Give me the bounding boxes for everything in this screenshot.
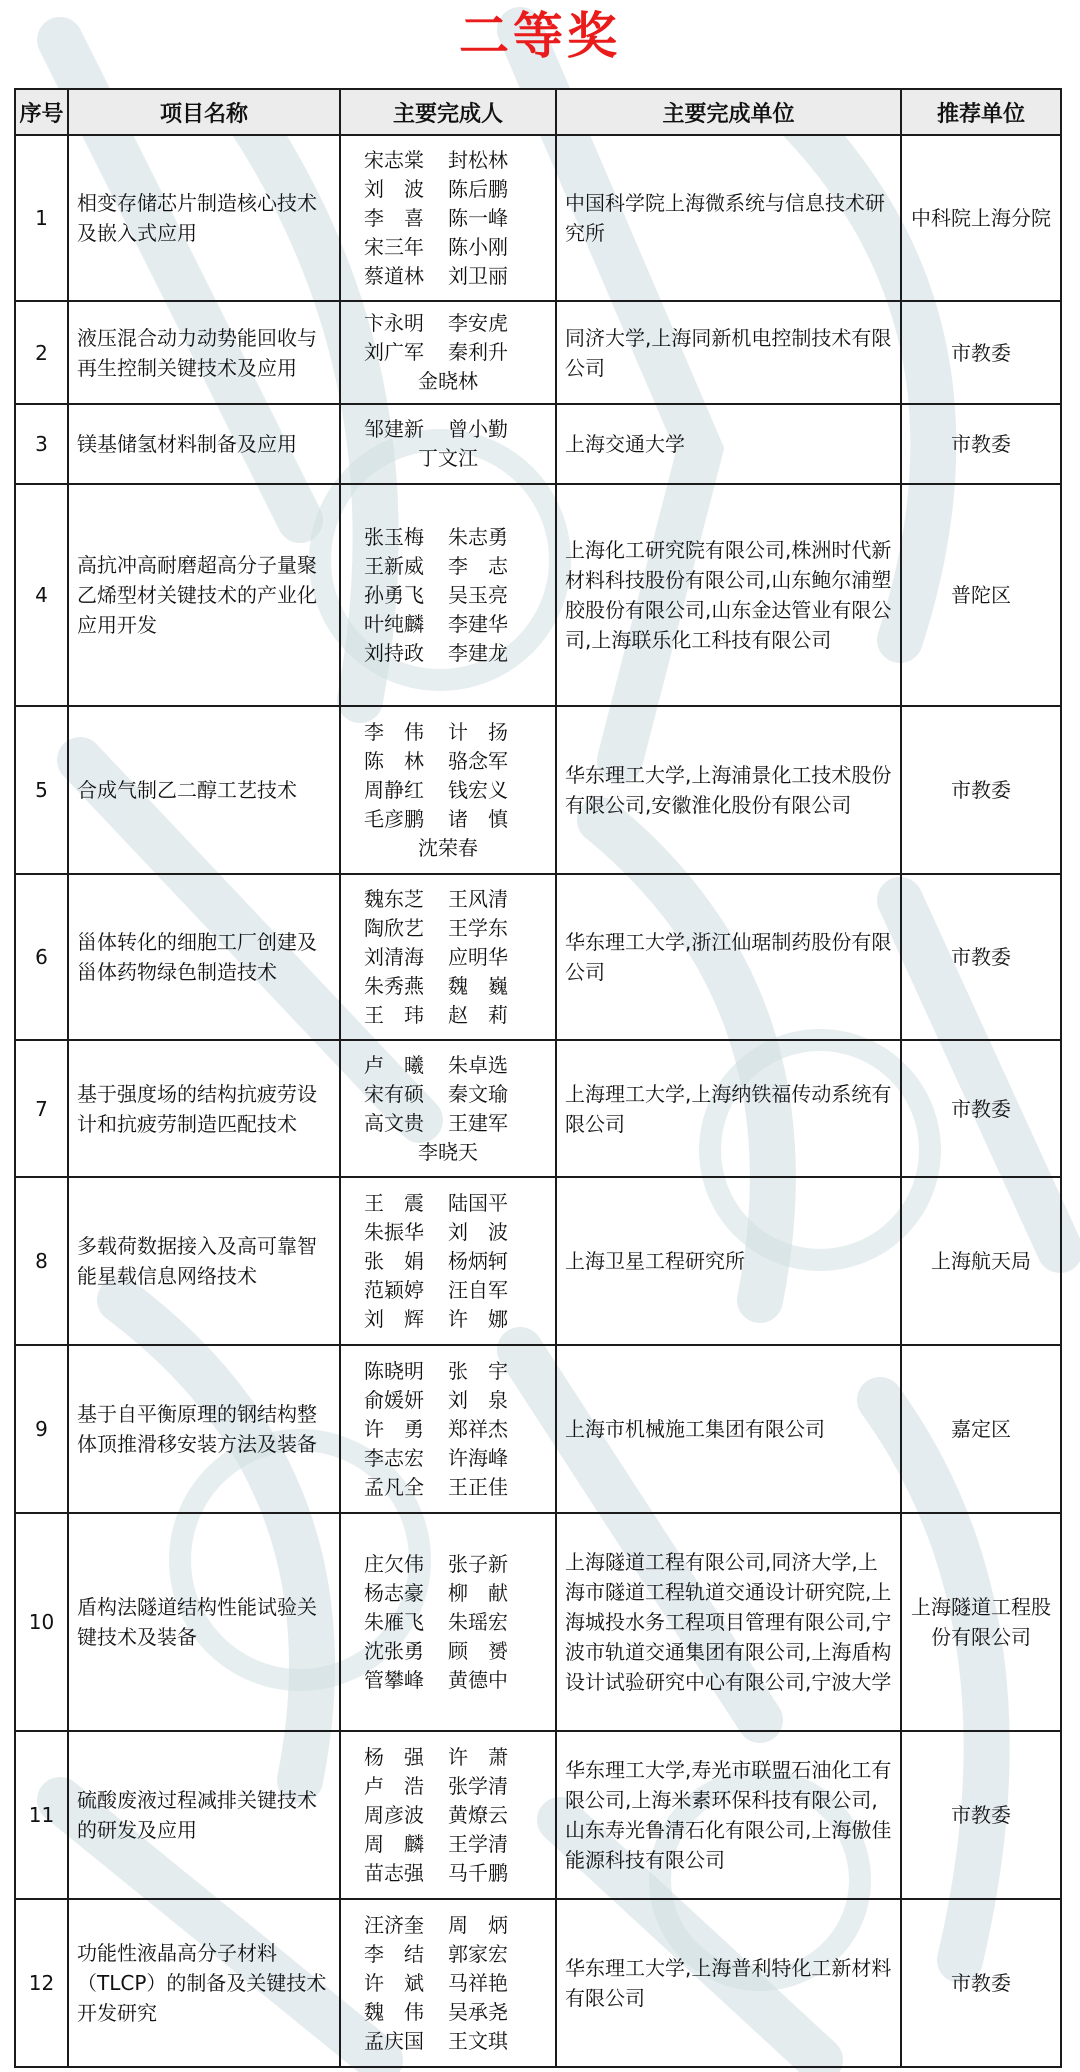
person-name: 吴玉亮 xyxy=(448,582,508,607)
people-line xyxy=(364,718,532,747)
people-line xyxy=(364,834,532,863)
table-row xyxy=(15,1345,1061,1513)
header-main-people: 主要完成人 xyxy=(340,89,556,135)
person-name: 张 宇 xyxy=(448,1358,508,1383)
person-name: 周彦波 xyxy=(364,1802,424,1827)
table-row xyxy=(15,1731,1061,1899)
person-name: 刘 泉 xyxy=(448,1387,508,1412)
person-name: 杨炳轲 xyxy=(448,1248,508,1273)
person-name: 陶欣艺 xyxy=(364,915,424,940)
row-recommender: 市教委 xyxy=(901,1899,1061,2067)
person-name: 张学清 xyxy=(448,1773,508,1798)
person-name: 柳 献 xyxy=(448,1580,508,1605)
row-recommender: 嘉定区 xyxy=(901,1345,1061,1513)
people-line xyxy=(364,747,532,776)
people-line xyxy=(364,610,532,639)
person-name: 李建华 xyxy=(448,611,508,636)
person-name: 许 斌 xyxy=(364,1970,424,1995)
row-recommender: 市教委 xyxy=(901,404,1061,484)
person-name: 王新威 xyxy=(364,553,424,578)
people-line xyxy=(364,885,532,914)
person-name: 陈晓明 xyxy=(364,1358,424,1383)
row-main-units: 上海理工大学,上海纳铁福传动系统有限公司 xyxy=(556,1040,901,1177)
table-row xyxy=(15,874,1061,1040)
person-name: 朱志勇 xyxy=(448,524,508,549)
people-line xyxy=(364,1109,532,1138)
row-recommender: 上海航天局 xyxy=(901,1177,1061,1345)
row-main-people xyxy=(340,1899,556,2067)
person-name: 王风清 xyxy=(448,886,508,911)
row-serial: 3 xyxy=(15,404,68,484)
person-name: 王文琪 xyxy=(448,2028,508,2053)
people-line xyxy=(364,1969,532,1998)
people-line xyxy=(364,1859,532,1888)
people-line xyxy=(364,204,532,233)
person-name: 周 炳 xyxy=(448,1912,508,1937)
person-name: 王建军 xyxy=(448,1110,508,1135)
person-name: 许 萧 xyxy=(448,1744,508,1769)
person-name: 周 麟 xyxy=(364,1831,424,1856)
people-line xyxy=(364,972,532,1001)
row-project-name: 甾体转化的细胞工厂创建及甾体药物绿色制造技术 xyxy=(68,874,340,1040)
person-name: 管攀峰 xyxy=(364,1667,424,1692)
row-main-people xyxy=(340,484,556,706)
person-name: 宋三年 xyxy=(364,234,424,259)
people-line xyxy=(364,776,532,805)
person-name: 许 勇 xyxy=(364,1416,424,1441)
person-name: 陈 林 xyxy=(364,748,424,773)
person-name: 汪济奎 xyxy=(364,1912,424,1937)
person-name: 李建龙 xyxy=(448,640,508,665)
table-row xyxy=(15,1040,1061,1177)
person-name: 王学清 xyxy=(448,1831,508,1856)
person-name: 宋志棠 xyxy=(364,147,424,172)
person-name: 诸 慎 xyxy=(448,806,508,831)
person-name: 李志宏 xyxy=(364,1445,424,1470)
people-line xyxy=(364,1940,532,1969)
person-name: 钱宏义 xyxy=(448,777,508,802)
people-line xyxy=(364,1247,532,1276)
table-row xyxy=(15,706,1061,874)
person-name: 秦利升 xyxy=(448,340,508,364)
person-name: 王学东 xyxy=(448,915,508,940)
row-serial: 1 xyxy=(15,135,68,301)
row-main-units: 华东理工大学,上海普利特化工新材料有限公司 xyxy=(556,1899,901,2067)
person-name: 苗志强 xyxy=(364,1860,424,1885)
people-line xyxy=(364,1637,532,1666)
people-line xyxy=(364,444,532,473)
row-project-name: 多载荷数据接入及高可靠智能星载信息网络技术 xyxy=(68,1177,340,1345)
table-row xyxy=(15,1899,1061,2067)
person-name: 孟凡全 xyxy=(364,1474,424,1499)
person-name: 吴承尧 xyxy=(448,1999,508,2024)
person-name: 孙勇飞 xyxy=(364,582,424,607)
row-serial: 2 xyxy=(15,301,68,404)
header-project-name: 项目名称 xyxy=(68,89,340,135)
table-row xyxy=(15,484,1061,706)
row-project-name: 硫酸废液过程减排关键技术的研发及应用 xyxy=(68,1731,340,1899)
header-main-units: 主要完成单位 xyxy=(556,89,901,135)
people-line xyxy=(364,1772,532,1801)
people-line xyxy=(364,1386,532,1415)
person-name: 张子新 xyxy=(448,1551,508,1576)
person-name: 刘 辉 xyxy=(364,1306,424,1331)
header-recommender: 推荐单位 xyxy=(901,89,1061,135)
person-name: 李 伟 xyxy=(364,719,424,744)
row-main-people xyxy=(340,1040,556,1177)
person-name: 张 娟 xyxy=(364,1248,424,1273)
people-line xyxy=(364,146,532,175)
person-name: 骆念军 xyxy=(448,748,508,773)
person-name: 李 喜 xyxy=(364,205,424,230)
person-name: 刘广军 xyxy=(364,340,424,364)
row-main-people xyxy=(340,706,556,874)
row-main-people xyxy=(340,1513,556,1731)
row-serial: 11 xyxy=(15,1731,68,1899)
row-project-name: 高抗冲高耐磨超高分子量聚乙烯型材关键技术的产业化应用开发 xyxy=(68,484,340,706)
header-serial: 序号 xyxy=(15,89,68,135)
person-name: 朱振华 xyxy=(364,1219,424,1244)
person-name: 陆国平 xyxy=(448,1190,508,1215)
person-name: 刘持政 xyxy=(364,640,424,665)
people-line xyxy=(364,581,532,610)
award-table xyxy=(14,88,1062,2068)
person-name: 李安虎 xyxy=(448,311,508,335)
people-line xyxy=(364,1305,532,1334)
person-name: 计 扬 xyxy=(448,719,508,744)
row-serial: 6 xyxy=(15,874,68,1040)
person-name: 李晓天 xyxy=(418,1139,478,1164)
person-name: 张玉梅 xyxy=(364,524,424,549)
row-recommender: 中科院上海分院 xyxy=(901,135,1061,301)
person-name: 曾小勤 xyxy=(448,417,508,441)
person-name: 朱雁飞 xyxy=(364,1609,424,1634)
row-main-people xyxy=(340,1345,556,1513)
person-name: 朱瑶宏 xyxy=(448,1609,508,1634)
people-line xyxy=(364,552,532,581)
person-name: 魏东芝 xyxy=(364,886,424,911)
people-line xyxy=(364,1666,532,1695)
row-main-units: 华东理工大学,寿光市联盟石油化工有限公司,上海米素环保科技有限公司,山东寿光鲁清石化有限公司,上海傲佳能源科技有限公司 xyxy=(556,1731,901,1899)
people-line xyxy=(364,262,532,291)
row-serial: 8 xyxy=(15,1177,68,1345)
person-name: 刘 波 xyxy=(448,1219,508,1244)
person-name: 邹建新 xyxy=(364,417,424,441)
row-main-people xyxy=(340,404,556,484)
person-name: 沈荣春 xyxy=(418,835,478,860)
people-line xyxy=(364,1801,532,1830)
row-serial: 10 xyxy=(15,1513,68,1731)
table-row xyxy=(15,135,1061,301)
person-name: 丁文江 xyxy=(418,446,478,470)
person-name: 俞媛妍 xyxy=(364,1387,424,1412)
person-name: 赵 莉 xyxy=(448,1002,508,1027)
row-project-name: 功能性液晶高分子材料（TLCP）的制备及关键技术开发研究 xyxy=(68,1899,340,2067)
people-line xyxy=(364,523,532,552)
row-serial: 4 xyxy=(15,484,68,706)
people-line xyxy=(364,1579,532,1608)
person-name: 范颖婷 xyxy=(364,1277,424,1302)
person-name: 应明华 xyxy=(448,944,508,969)
table-body xyxy=(15,135,1061,2067)
people-line xyxy=(364,175,532,204)
table-row xyxy=(15,1177,1061,1345)
person-name: 金晓林 xyxy=(418,369,478,393)
people-line xyxy=(364,1743,532,1772)
person-name: 秦文瑜 xyxy=(448,1081,508,1106)
people-line xyxy=(364,2027,532,2056)
people-line xyxy=(364,914,532,943)
people-line xyxy=(364,1444,532,1473)
people-line xyxy=(364,1138,532,1167)
person-name: 毛彦鹏 xyxy=(364,806,424,831)
row-recommender: 市教委 xyxy=(901,301,1061,404)
people-line xyxy=(364,1998,532,2027)
row-main-people xyxy=(340,874,556,1040)
row-project-name: 基于自平衡原理的钢结构整体顶推滑移安装方法及装备 xyxy=(68,1345,340,1513)
row-serial: 9 xyxy=(15,1345,68,1513)
table-row xyxy=(15,301,1061,404)
person-name: 魏 伟 xyxy=(364,1999,424,2024)
person-name: 黄燎云 xyxy=(448,1802,508,1827)
person-name: 李 志 xyxy=(448,553,508,578)
person-name: 顾 赟 xyxy=(448,1638,508,1663)
person-name: 蔡道林 xyxy=(364,263,424,288)
people-line xyxy=(364,1080,532,1109)
people-line xyxy=(364,805,532,834)
people-line xyxy=(364,1218,532,1247)
person-name: 刘卫丽 xyxy=(448,263,508,288)
row-recommender: 市教委 xyxy=(901,874,1061,1040)
person-name: 李 结 xyxy=(364,1941,424,1966)
people-line xyxy=(364,1608,532,1637)
row-main-units: 中国科学院上海微系统与信息技术研究所 xyxy=(556,135,901,301)
person-name: 朱秀燕 xyxy=(364,973,424,998)
person-name: 宋有硕 xyxy=(364,1081,424,1106)
row-recommender: 市教委 xyxy=(901,706,1061,874)
person-name: 陈一峰 xyxy=(448,205,508,230)
person-name: 卢 曦 xyxy=(364,1052,424,1077)
person-name: 卢 浩 xyxy=(364,1773,424,1798)
person-name: 封松林 xyxy=(448,147,508,172)
row-main-units: 华东理工大学,上海浦景化工技术股份有限公司,安徽淮化股份有限公司 xyxy=(556,706,901,874)
row-main-people xyxy=(340,135,556,301)
person-name: 杨 强 xyxy=(364,1744,424,1769)
people-line xyxy=(364,309,532,338)
person-name: 陈小刚 xyxy=(448,234,508,259)
person-name: 黄德中 xyxy=(448,1667,508,1692)
person-name: 许 娜 xyxy=(448,1306,508,1331)
row-serial: 5 xyxy=(15,706,68,874)
people-line xyxy=(364,1051,532,1080)
table-row xyxy=(15,404,1061,484)
row-main-people xyxy=(340,1731,556,1899)
row-project-name: 液压混合动力动势能回收与再生控制关键技术及应用 xyxy=(68,301,340,404)
row-project-name: 基于强度场的结构抗疲劳设计和抗疲劳制造匹配技术 xyxy=(68,1040,340,1177)
people-line xyxy=(364,943,532,972)
people-line xyxy=(364,1911,532,1940)
row-main-units: 上海隧道工程有限公司,同济大学,上海市隧道工程轨道交通设计研究院,上海城投水务工程项目管理有限公司,宁波市轨道交通集团有限公司,上海盾构设计试验研究中心有限公司,宁波大学 xyxy=(556,1513,901,1731)
row-project-name: 盾构法隧道结构性能试验关键技术及装备 xyxy=(68,1513,340,1731)
table-row xyxy=(15,1513,1061,1731)
row-recommender: 市教委 xyxy=(901,1731,1061,1899)
person-name: 卞永明 xyxy=(364,311,424,335)
table-header-row xyxy=(15,89,1061,135)
person-name: 魏 巍 xyxy=(448,973,508,998)
row-recommender: 上海隧道工程股份有限公司 xyxy=(901,1513,1061,1731)
person-name: 孟庆国 xyxy=(364,2028,424,2053)
person-name: 陈后鹏 xyxy=(448,176,508,201)
row-main-units: 上海卫星工程研究所 xyxy=(556,1177,901,1345)
person-name: 王正佳 xyxy=(448,1474,508,1499)
row-main-units: 同济大学,上海同新机电控制技术有限公司 xyxy=(556,301,901,404)
people-line xyxy=(364,1473,532,1502)
people-line xyxy=(364,1001,532,1030)
person-name: 杨志豪 xyxy=(364,1580,424,1605)
people-line xyxy=(364,1276,532,1305)
people-line xyxy=(364,639,532,668)
person-name: 汪自军 xyxy=(448,1277,508,1302)
person-name: 周静红 xyxy=(364,777,424,802)
person-name: 王 震 xyxy=(364,1190,424,1215)
person-name: 许海峰 xyxy=(448,1445,508,1470)
person-name: 马千鹏 xyxy=(448,1860,508,1885)
row-main-people xyxy=(340,1177,556,1345)
person-name: 高文贵 xyxy=(364,1110,424,1135)
row-recommender: 普陀区 xyxy=(901,484,1061,706)
people-line xyxy=(364,415,532,444)
page-title: 二等奖 xyxy=(459,7,621,65)
row-main-units: 上海化工研究院有限公司,株洲时代新材料科技股份有限公司,山东鲍尔浦塑胶股份有限公司,山东金达管业有限公司,上海联乐化工科技有限公司 xyxy=(556,484,901,706)
person-name: 马祥艳 xyxy=(448,1970,508,1995)
person-name: 刘 波 xyxy=(364,176,424,201)
row-main-people xyxy=(340,301,556,404)
people-line xyxy=(364,1189,532,1218)
people-line xyxy=(364,338,532,367)
row-main-units: 上海市机械施工集团有限公司 xyxy=(556,1345,901,1513)
row-project-name: 镁基储氢材料制备及应用 xyxy=(68,404,340,484)
person-name: 叶纯麟 xyxy=(364,611,424,636)
people-line xyxy=(364,1415,532,1444)
row-project-name: 合成气制乙二醇工艺技术 xyxy=(68,706,340,874)
people-line xyxy=(364,367,532,396)
person-name: 王 玮 xyxy=(364,1002,424,1027)
row-main-units: 上海交通大学 xyxy=(556,404,901,484)
row-main-units: 华东理工大学,浙江仙琚制药股份有限公司 xyxy=(556,874,901,1040)
people-line xyxy=(364,1550,532,1579)
row-project-name: 相变存储芯片制造核心技术及嵌入式应用 xyxy=(68,135,340,301)
person-name: 刘清海 xyxy=(364,944,424,969)
row-serial: 7 xyxy=(15,1040,68,1177)
person-name: 郭家宏 xyxy=(448,1941,508,1966)
people-line xyxy=(364,233,532,262)
person-name: 郑祥杰 xyxy=(448,1416,508,1441)
person-name: 庄欠伟 xyxy=(364,1551,424,1576)
row-recommender: 市教委 xyxy=(901,1040,1061,1177)
people-line xyxy=(364,1357,532,1386)
person-name: 沈张勇 xyxy=(364,1638,424,1663)
people-line xyxy=(364,1830,532,1859)
row-serial: 12 xyxy=(15,1899,68,2067)
person-name: 朱卓选 xyxy=(448,1052,508,1077)
